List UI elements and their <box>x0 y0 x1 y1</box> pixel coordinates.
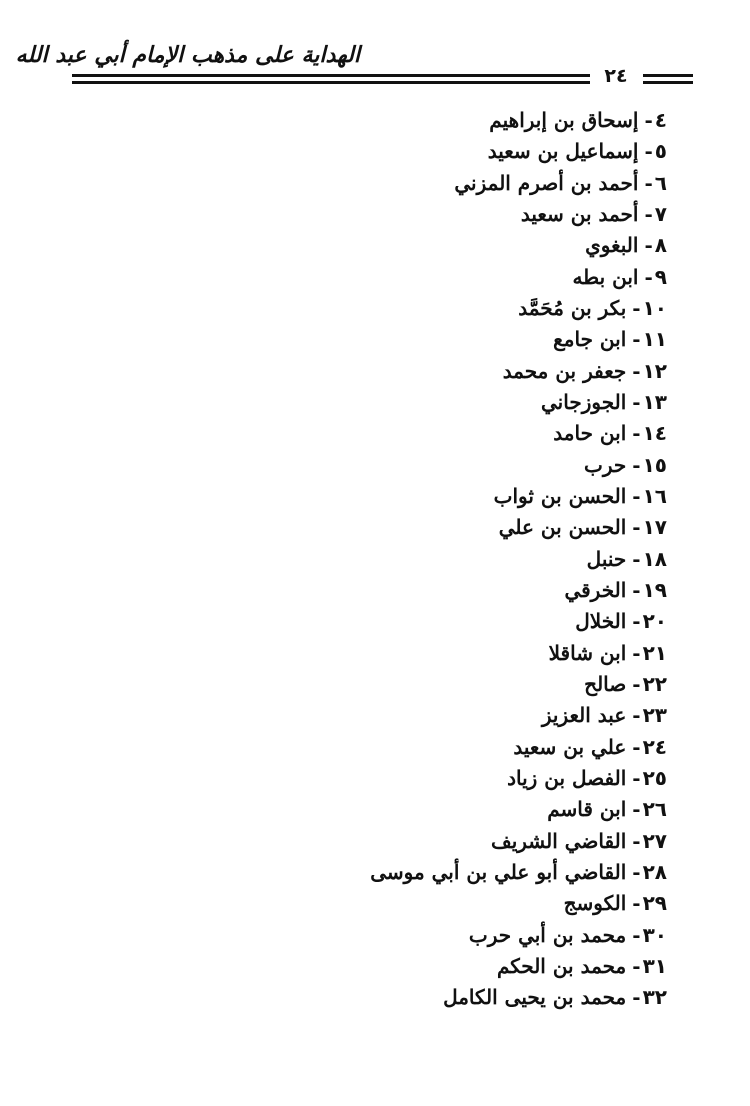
header-rule-left-top <box>72 74 590 77</box>
list-item-number: ٣٢ <box>642 985 667 1010</box>
list-item-name: عبد العزيز <box>541 703 627 728</box>
list-item-name: الخلال <box>575 609 627 634</box>
list-item-number: ١٦ <box>642 483 667 508</box>
list-item-dash: - <box>632 421 641 446</box>
list-item-name: الجوزجاني <box>541 389 627 414</box>
list-item-name: أحمد بن أصرم المزني <box>454 170 639 195</box>
list-item <box>247 544 667 575</box>
list-item-number: ٥ <box>654 139 667 164</box>
list-item-dash: - <box>644 139 653 164</box>
list-item-number: ٢٤ <box>642 734 667 759</box>
list-item-dash: - <box>632 640 641 665</box>
list-item <box>247 481 667 512</box>
list-item-name: حنبل <box>586 546 627 571</box>
list-item-number: ١٨ <box>642 546 667 571</box>
list-item-dash: - <box>632 546 641 571</box>
list-item-number: ١٣ <box>642 389 667 414</box>
list-item <box>247 857 667 888</box>
list-item-name: أحمد بن سعيد <box>520 201 639 226</box>
list-item-number: ٨ <box>654 233 667 258</box>
list-item <box>247 230 667 261</box>
list-item-name: الحسن بن علي <box>498 515 627 540</box>
list-item-name: ابن قاسم <box>547 797 627 822</box>
list-item-name: الكوسج <box>563 891 627 916</box>
list-item <box>247 888 667 919</box>
list-item-name: محمد بن يحيى الكامل <box>443 985 627 1010</box>
page-number: ٢٤ <box>604 65 628 87</box>
list-item <box>247 136 667 167</box>
list-item-dash: - <box>644 201 653 226</box>
list-item-number: ١٠ <box>642 295 667 320</box>
list-item-name: إسحاق بن إبراهيم <box>489 108 639 132</box>
list-item-number: ٢٢ <box>642 671 667 696</box>
list-item-name: الحسن بن ثواب <box>493 483 627 508</box>
list-item <box>247 293 667 324</box>
list-item-dash: - <box>644 233 653 258</box>
list-item-dash: - <box>632 953 641 978</box>
header-rule-right-bottom <box>643 81 693 84</box>
list-item-number: ١٥ <box>642 452 667 477</box>
list-item <box>247 826 667 857</box>
list-item-dash: - <box>632 765 641 790</box>
list-item-dash: - <box>644 170 653 195</box>
list-item-dash: - <box>644 108 653 132</box>
list-item-number: ٣٠ <box>642 922 667 947</box>
list-item-dash: - <box>632 703 641 728</box>
list-item-number: ٦ <box>654 170 667 195</box>
list-item-number: ٢٥ <box>642 765 667 790</box>
list-item-name: علي بن سعيد <box>513 734 627 759</box>
list-item-name: الفصل بن زياد <box>507 765 627 790</box>
list-item-dash: - <box>632 327 641 352</box>
list-item-number: ١٩ <box>642 577 667 602</box>
list-item <box>247 418 667 449</box>
list-item-number: ٢٨ <box>642 859 667 884</box>
list-item <box>247 199 667 230</box>
list-item-name: إسماعيل بن سعيد <box>487 139 639 164</box>
list-item <box>247 387 667 418</box>
list-item-name: محمد بن الحكم <box>496 953 627 978</box>
list-item-dash: - <box>632 891 641 916</box>
list-item-dash: - <box>632 389 641 414</box>
list-item <box>247 512 667 543</box>
list-item <box>247 606 667 637</box>
list-item-number: ٩ <box>654 264 667 289</box>
list-item-number: ٢٣ <box>642 703 667 728</box>
list-item-dash: - <box>632 828 641 853</box>
list-item-dash: - <box>632 797 641 822</box>
list-item-number: ٤ <box>654 108 667 132</box>
list-item <box>247 168 667 199</box>
list-item-dash: - <box>632 859 641 884</box>
list-item <box>247 638 667 669</box>
list-item <box>247 105 667 136</box>
list-item-dash: - <box>632 577 641 602</box>
list-item-dash: - <box>632 671 641 696</box>
list-item-name: بكر بن مُحَمَّد <box>518 295 627 320</box>
header-rule-right-top <box>643 74 693 77</box>
list-item-number: ٧ <box>654 201 667 226</box>
list-item <box>247 732 667 763</box>
list-item <box>247 920 667 951</box>
list-item <box>247 356 667 387</box>
header-rule-left-bottom <box>72 81 590 84</box>
list-item <box>247 324 667 355</box>
list-item <box>247 700 667 731</box>
list-item-dash: - <box>632 734 641 759</box>
list-item <box>247 794 667 825</box>
list-item-name: الخرقي <box>564 577 627 602</box>
list-item-number: ٣١ <box>642 953 667 978</box>
list-item-dash: - <box>632 483 641 508</box>
list-item-number: ١٧ <box>642 515 667 540</box>
list-item-name: صالح <box>584 671 627 696</box>
list-item <box>247 450 667 481</box>
list-item-name: جعفر بن محمد <box>502 358 627 383</box>
list-item-dash: - <box>632 515 641 540</box>
list-item-dash: - <box>644 264 653 289</box>
list-item-dash: - <box>632 452 641 477</box>
running-header-title: الهداية على مذهب الإمام أبي عبد الله <box>15 42 360 68</box>
list-item-number: ٢٠ <box>642 609 667 634</box>
list-item-name: ابن حامد <box>553 421 627 446</box>
list-item-number: ٢٦ <box>642 797 667 822</box>
list-item-name: ابن جامع <box>553 327 627 352</box>
list-item-number: ١٢ <box>642 358 667 383</box>
list-item-name: حرب <box>584 452 627 477</box>
list-item-dash: - <box>632 295 641 320</box>
list-item <box>247 262 667 293</box>
list-item <box>247 951 667 982</box>
numbered-name-list <box>247 105 667 1014</box>
list-item-number: ١١ <box>642 327 667 352</box>
list-item <box>247 982 667 1013</box>
list-item-name: القاضي الشريف <box>490 828 627 853</box>
list-item <box>247 669 667 700</box>
list-item-dash: - <box>632 609 641 634</box>
list-item-number: ٢١ <box>642 640 667 665</box>
list-item-name: محمد بن أبي حرب <box>468 922 627 947</box>
list-item-dash: - <box>632 922 641 947</box>
list-item-number: ٢٩ <box>642 891 667 916</box>
list-item <box>247 575 667 606</box>
list-item <box>247 763 667 794</box>
list-item-dash: - <box>632 358 641 383</box>
list-item-name: القاضي أبو علي بن أبي موسى <box>370 859 627 884</box>
list-item-name: ابن بطه <box>572 264 639 289</box>
list-item-number: ١٤ <box>642 421 667 446</box>
list-item-name: البغوي <box>585 233 639 258</box>
list-item-name: ابن شاقلا <box>548 640 627 665</box>
list-item-dash: - <box>632 985 641 1010</box>
list-item-number: ٢٧ <box>642 828 667 853</box>
